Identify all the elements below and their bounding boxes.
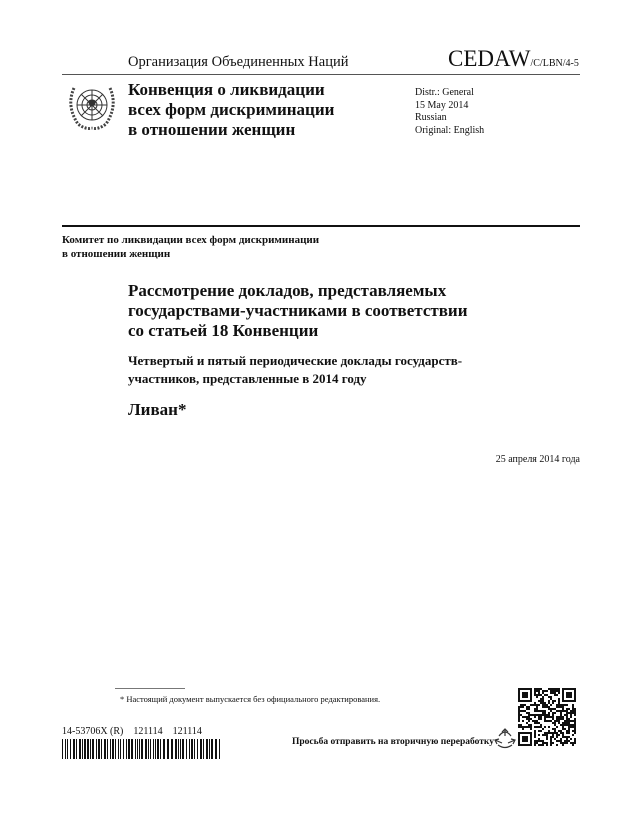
document-code: 14-53706X (R) 121114 121114	[62, 726, 202, 737]
footnote: * Настоящий документ выпускается без официального редактирования.	[120, 694, 381, 704]
subtitle-line: участников, представленные в 2014 году	[128, 371, 367, 386]
document-title	[128, 281, 468, 341]
symbol-suffix: /C/LBN/4-5	[530, 58, 579, 69]
recycle-notice: Просьба отправить на вторичную переработку	[292, 737, 494, 747]
document-symbol	[448, 46, 579, 72]
subtitle-line: Четвертый и пятый периодические доклады государств-	[128, 353, 463, 368]
title-line: Рассмотрение докладов, представляемых	[128, 281, 447, 300]
title-line: со статьей 18 Конвенции	[128, 321, 319, 340]
committee-name	[62, 233, 319, 261]
un-emblem-icon	[64, 80, 120, 132]
document-subtitle	[128, 352, 462, 388]
committee-line: Комитет по ликвидации всех форм дискриминации	[62, 234, 320, 246]
recycle-icon	[494, 728, 516, 750]
organization-name: Организация Объединенных Наций	[128, 54, 349, 70]
country-heading: Ливан*	[128, 400, 187, 419]
header-divider	[62, 74, 580, 75]
convention-line: всех форм дискриминации	[128, 100, 335, 119]
report-date: 25 апреля 2014 года	[495, 454, 580, 465]
footnote-divider	[115, 688, 185, 689]
qr-code-icon	[518, 688, 576, 746]
distribution-info	[415, 87, 484, 137]
convention-line: в отношении женщин	[128, 120, 296, 139]
committee-line: в отношении женщин	[62, 248, 171, 260]
distribution-language: Russian	[415, 112, 447, 123]
convention-line: Конвенция о ликвидации	[128, 80, 325, 99]
title-line: государствами-участниками в соответствии	[128, 301, 468, 320]
distribution-original: Original: English	[415, 124, 485, 136]
symbol-main: CEDAW	[448, 46, 531, 71]
barcode-icon	[62, 739, 222, 759]
distribution-line: Distr.: General	[415, 87, 474, 98]
distribution-date: 15 May 2014	[415, 99, 469, 111]
section-divider	[62, 225, 580, 227]
convention-title	[128, 80, 334, 140]
